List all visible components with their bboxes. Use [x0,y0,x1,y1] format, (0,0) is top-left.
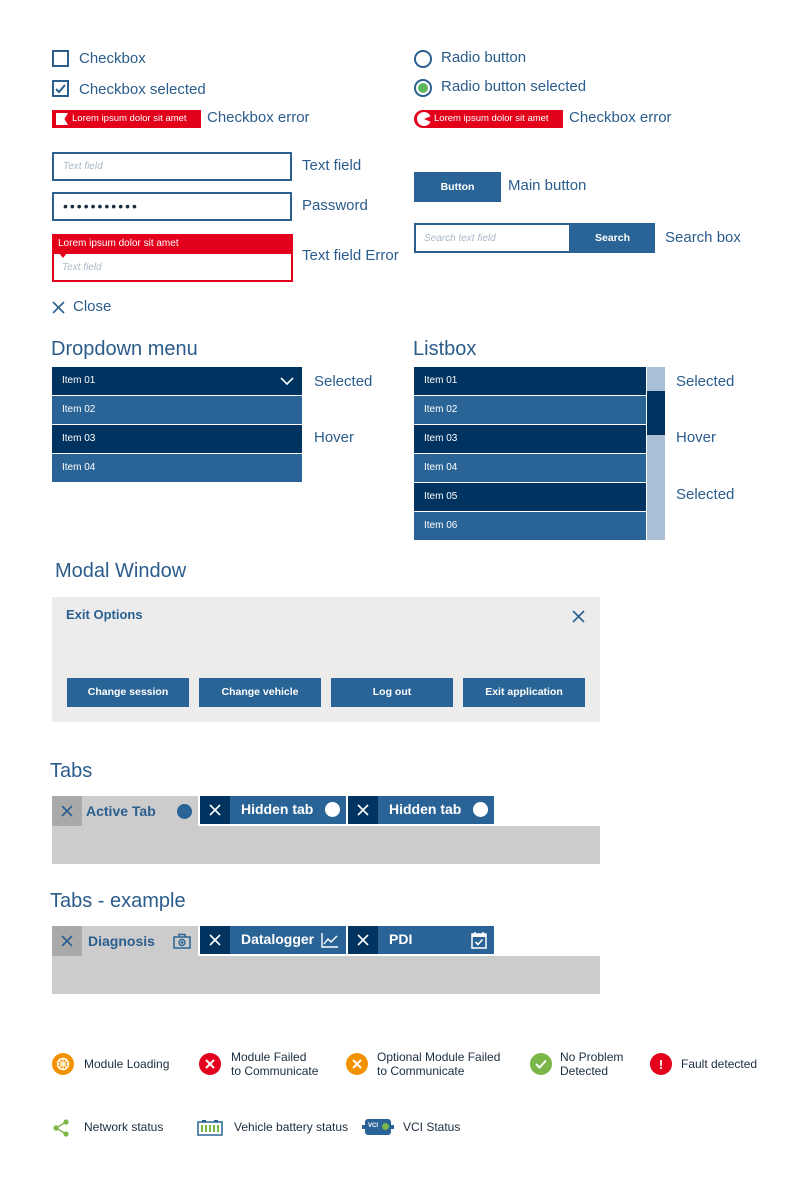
module-failed-line-2: to Communicate [231,1064,319,1078]
fault-detected-icon: ! [650,1053,672,1075]
text-field-error-label: Text field Error [302,247,399,264]
radio-label: Radio button [441,49,527,66]
optional-module-failed-label [377,1050,500,1078]
close-icon[interactable] [209,804,221,816]
listbox-item-01[interactable] [414,367,646,395]
close-icon[interactable] [357,804,369,816]
close-label[interactable]: Close [73,298,112,315]
tabs-content-area [52,826,600,864]
dropdown-item-label: Item 04 [62,462,96,473]
optional-failed-line-1: Optional Module Failed [377,1050,501,1064]
tab-close[interactable] [348,926,378,954]
chevron-down-icon[interactable] [280,377,294,386]
battery-icon [197,1120,223,1136]
tab-datalogger[interactable] [200,926,346,954]
tab-label: Hidden tab [389,801,462,817]
radio-error-label: Checkbox error [569,109,672,126]
dropdown-selected-caption: Selected [314,373,373,390]
tabs-section-title: Tabs [50,760,93,782]
radio-unchecked[interactable] [414,50,432,68]
checkbox-error-message: Lorem ipsum dolor sit amet [72,113,187,124]
tab-label: Diagnosis [88,933,155,949]
listbox-item-label: Item 03 [424,433,458,444]
tab-pdi[interactable] [348,926,494,954]
listbox-item-02[interactable] [414,396,646,424]
module-failed-line-1: Module Failed [231,1050,307,1064]
radio-dot [418,83,428,93]
search-box-caption: Search box [665,229,741,246]
tab-close[interactable] [200,926,230,954]
diagnosis-kit-icon [173,933,191,949]
dropdown-hover-caption: Hover [314,429,355,446]
tab-active[interactable] [52,796,198,826]
tab-diagnosis[interactable] [52,926,198,956]
no-problem-label [560,1050,623,1078]
optional-module-failed-icon [346,1053,368,1075]
exit-application-button[interactable]: Exit application [463,678,585,707]
module-failed-icon [199,1053,221,1075]
listbox-scroll-thumb[interactable] [647,391,665,435]
search-button[interactable]: Search [570,223,655,253]
text-field-error [52,234,293,282]
checkbox-checked[interactable] [52,80,69,97]
close-icon[interactable] [572,610,585,623]
module-failed-label [231,1050,318,1078]
radio-error-message: Lorem ipsum dolor sit amet [434,113,549,124]
log-out-button[interactable]: Log out [331,678,453,707]
dropdown-item-04[interactable] [52,454,302,482]
text-field-label: Text field [302,157,362,174]
status-dot-icon [473,802,488,817]
tab-close[interactable] [52,796,82,826]
password-value: ••••••••••• [63,198,139,214]
checkbox-selected-label: Checkbox selected [79,81,206,98]
check-icon [54,82,67,95]
search-input[interactable] [414,223,571,253]
dropdown-item-label: Item 03 [62,433,96,444]
modal-window [52,597,600,722]
change-session-button[interactable]: Change session [67,678,189,707]
listbox-scrollbar[interactable] [647,367,665,540]
checkbox-unchecked[interactable] [52,50,69,67]
vci-status-label: VCI Status [403,1120,461,1134]
checkbox-label: Checkbox [79,50,146,67]
optional-failed-line-2: to Communicate [377,1064,465,1078]
tabs-example-content-area [52,956,600,994]
network-status-label: Network status [84,1120,164,1134]
text-field-error-placeholder: Text field [62,262,102,273]
dropdown-item-03[interactable] [52,425,302,453]
module-loading-icon [52,1053,74,1075]
main-button-caption: Main button [508,177,587,194]
vci-icon [362,1118,394,1136]
module-loading-label: Module Loading [84,1057,170,1071]
text-field-error-input[interactable] [54,254,291,280]
modal-title: Exit Options [66,607,143,622]
radio-error-circle[interactable] [417,112,431,126]
dropdown-item-02[interactable] [52,396,302,424]
close-icon[interactable] [61,935,73,947]
dropdown-item-label: Item 01 [62,375,96,386]
listbox-item-label: Item 06 [424,520,458,531]
status-dot-icon [325,802,340,817]
listbox-item-05[interactable] [414,483,646,511]
tab-hidden[interactable] [348,796,494,824]
listbox-item-label: Item 04 [424,462,458,473]
dropdown-item-label: Item 02 [62,404,96,415]
text-field[interactable] [52,152,292,181]
battery-status-label: Vehicle battery status [234,1120,349,1134]
line-chart-icon [321,932,339,948]
listbox-item-04[interactable] [414,454,646,482]
radio-error-badge [414,110,563,128]
listbox-title: Listbox [413,338,477,360]
listbox-item-06[interactable] [414,512,646,540]
text-field-placeholder: Text field [63,161,103,172]
change-vehicle-button[interactable]: Change vehicle [199,678,321,707]
close-icon[interactable] [209,934,221,946]
radio-selected-label: Radio button selected [441,78,587,95]
no-problem-line-1: No Problem [560,1050,624,1064]
status-dot-icon [177,804,192,819]
checkbox-error-box[interactable] [56,113,68,125]
password-field[interactable] [52,192,292,221]
calendar-check-icon [471,931,487,949]
tab-close[interactable] [52,926,82,956]
listbox [414,367,665,540]
vci-badge-text: VCI [368,1123,379,1129]
listbox-item-label: Item 02 [424,404,458,415]
text-field-error-message: Lorem ipsum dolor sit amet [58,238,179,249]
tab-label: Hidden tab [241,801,314,817]
tabs-example-section-title: Tabs - example [50,890,186,912]
password-label: Password [302,197,368,214]
close-icon[interactable] [52,301,65,314]
close-icon[interactable] [357,934,369,946]
modal-section-title: Modal Window [55,560,187,582]
tab-label: Datalogger [241,931,315,947]
listbox-selected-caption: Selected [676,373,735,390]
dropdown-menu [52,367,302,482]
listbox-selected-caption-2: Selected [676,486,735,503]
radio-checked[interactable] [414,79,432,97]
listbox-hover-caption: Hover [676,429,717,446]
listbox-item-label: Item 05 [424,491,458,502]
checkbox-error-label: Checkbox error [207,109,310,126]
dropdown-item-01[interactable] [52,367,302,395]
fault-detected-label: Fault detected [681,1057,758,1071]
tab-label: PDI [389,931,413,947]
close-icon[interactable] [61,805,73,817]
no-problem-icon [530,1053,552,1075]
search-placeholder: Search text field [424,233,496,244]
listbox-item-label: Item 01 [424,375,458,386]
dropdown-title: Dropdown menu [51,338,198,360]
tab-close[interactable] [348,796,378,824]
listbox-item-03[interactable] [414,425,646,453]
tab-label: Active Tab [86,803,156,819]
tab-close[interactable] [200,796,230,824]
network-status-icon [52,1119,70,1137]
no-problem-line-2: Detected [560,1064,609,1078]
main-button[interactable]: Button [414,172,501,202]
tab-hidden[interactable] [200,796,346,824]
checkbox-error-badge [52,110,201,128]
